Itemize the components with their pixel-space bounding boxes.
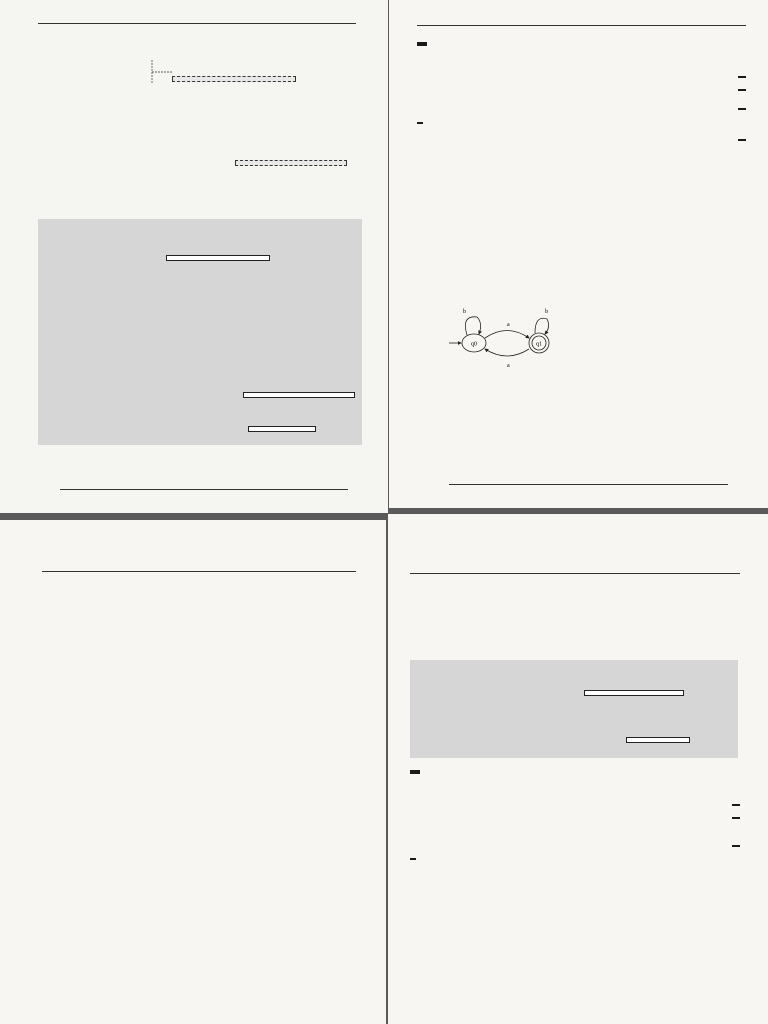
page-header [417, 24, 746, 26]
edge-label: b [545, 309, 548, 315]
gtu-badge-q1 [732, 804, 740, 806]
page-8-12 [0, 520, 386, 1024]
gtu-badge-q2 [738, 89, 746, 91]
gtu-badge-q3 [738, 108, 746, 110]
pattern-fa-diagram [44, 620, 284, 710]
edge-label: b [463, 309, 466, 315]
state-q1: q1 [536, 341, 542, 348]
callout-high-order [166, 255, 270, 261]
arrow-1 [140, 58, 180, 88]
section-8-4-heading [417, 122, 427, 124]
finite-automata-algorithm [410, 660, 738, 758]
page-8-13 [388, 514, 768, 1024]
page-8-11 [389, 0, 768, 508]
page-header [42, 570, 356, 572]
state-q0: q0 [471, 341, 477, 348]
spurious-hit-note [172, 76, 296, 82]
callout-computing [248, 426, 316, 432]
page-footer [449, 484, 728, 489]
gtu-badge-section [738, 139, 746, 141]
page-header [410, 572, 740, 574]
match-note [235, 160, 347, 166]
review-questions-heading [417, 42, 427, 46]
callout-final-state [626, 737, 690, 743]
edge-label: a [507, 322, 510, 328]
gtu-badge-q1 [738, 76, 746, 78]
callout-yet-end [243, 392, 355, 398]
page-header [38, 22, 356, 24]
callout-next-state [584, 690, 684, 696]
fa-diagram [449, 305, 569, 375]
review-questions-heading [410, 770, 420, 774]
gtu-badge-q2 [732, 817, 740, 819]
edge-label: a [507, 363, 510, 369]
page-footer [60, 489, 348, 494]
section-8-5-heading [410, 858, 420, 860]
page-8-10 [0, 0, 388, 513]
gtu-badge-q3 [732, 845, 740, 847]
rabin-karp-algorithm [38, 219, 362, 445]
